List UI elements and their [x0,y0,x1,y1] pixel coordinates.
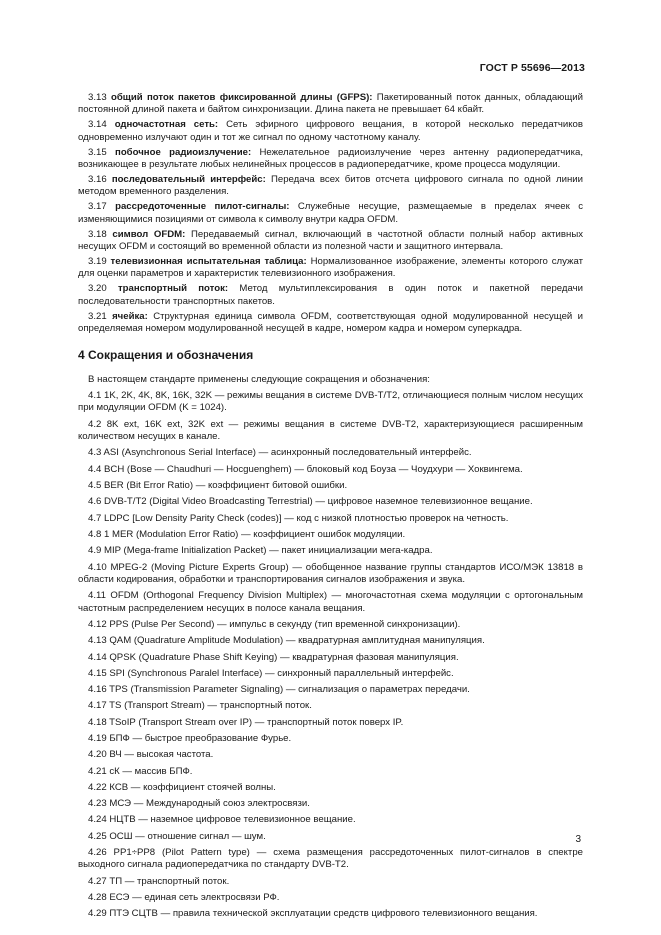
definition-item [78,256,583,281]
abbreviation-item: 4.24 НЦТВ — наземное цифровое телевизионное вещание. [88,814,356,826]
abbreviation-item: 4.29 ПТЭ СЦТВ — правила технической эксплуатации средств цифрового телевизионного вещания. [88,908,538,920]
definition-text: Нормализованное изображение, элементы которого служат для оценки параметров и характеристик телевизионного изображения. [78,255,583,280]
abbreviation-item: 4.13 QAM (Quadrature Amplitude Modulation) — квадратурная амплитудная манипуляция. [88,635,485,647]
abbreviation-item: 4.20 ВЧ — высокая частота. [88,749,214,761]
definition-text: Нежелательное радиоизлучение через антенну радиопередатчика, возникающее в результате любых нелинейных процессов в радиопередатчике, кроме процесса модуляции. [78,146,583,171]
abbreviation-item: 4.15 SPI (Synchronous Paralel Interface) — синхронный параллельный интерфейс. [88,667,454,679]
definition-number: 3.17 [88,201,107,213]
abbreviation-item: 4.14 QPSK (Quadrature Phase Shift Keying) — квадратурная фазовая манипуляция. [88,651,459,663]
document-header: ГОСТ Р 55696—2013 [479,62,585,74]
abbreviation-item: 4.9 MIP (Mega-frame Initialization Packet) — пакет инициализации мега-кадра. [88,545,433,557]
abbreviation-item: 4.6 DVB-T/T2 (Digital Video Broadcasting Terrestrial) — цифровое наземное телевизионное вещание. [88,496,533,508]
abbreviation-item: 4.1 1K, 2K, 4K, 8K, 16K, 32K — режимы вещания в системе DVB-T/T2, отличающиеся полным числом несущих при модуляции OFDM (K = 1024). [78,390,583,414]
definition-text: Передаваемый сигнал, включающий в частотной области полный набор активных несущих OFDM и состоящий во временной области из полезной части и защитного интервала. [78,228,584,252]
definition-number: 3.16 [88,173,107,185]
definition-number: 3.19 [88,255,107,267]
definition-item [78,311,583,336]
abbreviation-item: 4.16 TPS (Transmission Parameter Signaling) — сигнализация о параметрах передачи. [88,684,470,696]
abbreviation-item: 4.28 ЕСЭ — единая сеть электросвязи РФ. [88,892,280,904]
definition-number: 3.15 [88,146,107,158]
abbreviation-item: 4.18 TSoIP (Transport Stream over IP) — транспортный поток поверх IP. [88,716,404,728]
definition-item [78,229,583,254]
definition-number: 3.20 [88,283,107,295]
abbreviation-item: 4.7 LDPC [Low Density Parity Check (codes)] — код с низкой плотностью проверок на четность. [88,512,509,524]
definition-text: Передача всех битов отсчета цифрового сигнала по одной линии методом временного разделения. [78,173,584,198]
definition-item [78,147,583,172]
definition-item [78,201,583,226]
abbreviation-item: 4.5 BER (Bit Error Ratio) — коэффициент битовой ошибки. [88,480,348,492]
definition-term: побочное радиоизлучение: [115,146,252,158]
abbreviation-item: 4.2 8K ext, 16K ext, 32K ext — режимы вещания в системе DVB-T2, характеризующиеся расширенным количеством несущих в канале. [78,418,583,443]
abbreviation-item: 4.11 OFDM (Orthogonal Frequency Division Multiplex) — многочастотная схема модуляции с ортогональным частотным распределением несущих в полосе канала вещания. [78,590,583,614]
section-intro: В настоящем стандарте применены следующие сокращения и обозначения: [88,373,430,385]
abbreviation-item: 4.25 ОСШ — отношение сигнал — шум. [88,830,266,842]
definition-term: телевизионная испытательная таблица: [110,255,307,267]
definition-text: Метод мультиплексирования в один поток и пакетной передачи последовательности транспортных пакетов. [78,283,584,307]
abbreviation-item: 4.22 КСВ — коэффициент стоячей волны. [88,781,276,793]
abbreviation-item: 4.3 ASI (Asynchronous Serial Interface) — асинхронный последовательный интерфейс. [88,447,472,459]
abbreviation-item: 4.21 сК — массив БПФ. [88,765,193,777]
page-number: 3 [575,834,581,845]
abbreviation-item: 4.19 БПФ — быстрое преобразование Фурье. [88,732,292,744]
definition-term: общий поток пакетов фиксированной длины (GFPS): [111,92,373,103]
abbreviation-item: 4.26 PP1÷PP8 (Pilot Pattern type) — схема размещения рассредоточенных пилот-сигналов в спектре выходного сигнала радиопередатчика по стандарту DVB-T2. [78,847,583,871]
definition-number: 3.14 [88,119,107,131]
definition-text: Сеть эфирного цифрового вещания, в которой несколько передатчиков одновременно излучают один и тот же сигнал по одному частотному каналу. [78,119,583,143]
definition-text: Структурная единица символа OFDM, соответствующая одной модулированной несущей и определяемая номером модулированной несущей в кадре, номером кадра и номером суперкадра. [78,310,583,334]
definition-term: одночастотная сеть: [114,119,219,131]
abbreviation-item: 4.10 MPEG-2 (Moving Picture Experts Group) — обобщенное название группы стандартов ИСО/МЭК 13818 в области кодирования, обработки и транспортирования сигналов изображения и звука. [78,561,583,585]
definition-item [78,92,583,117]
abbreviation-item: 4.12 PPS (Pulse Per Second) — импульс в секунду (тип временной синхронизации). [88,618,461,630]
page-body [78,92,583,925]
section-title: 4 Сокращения и обозначения [78,348,254,363]
definition-term: последовательный интерфейс: [111,173,266,185]
definition-term: ячейка: [112,310,148,322]
definition-number: 3.13 [88,92,107,103]
abbreviation-item: 4.23 МСЭ — Международный союз электросвязи. [88,798,310,810]
definition-number: 3.21 [88,310,107,322]
definitions-list [78,92,583,335]
abbreviation-item: 4.17 TS (Transport Stream) — транспортный поток. [88,700,312,712]
definition-item [78,119,583,144]
definition-term: рассредоточенные пилот-сигналы: [115,201,290,213]
definition-text: Пакетированный поток данных, обладающий постоянной длиной пакета и байтом синхронизации. Длина пакета не превышает 64 кбайт. [78,92,583,116]
abbreviation-item: 4.4 BCH (Bose — Chaudhuri — Hocguenghem) — блоковый код Боуза — Чоудхури — Хоквингема. [88,463,523,475]
abbreviation-item: 4.8 1 MER (Modulation Error Ratio) — коэффициент ошибок модуляции. [88,528,406,540]
definition-term: транспортный поток: [117,283,229,295]
definition-item [78,283,583,308]
definition-text: Служебные несущие, размещаемые в пределах ячеек с изменяющимися позициями от символа к символу внутри кадра OFDM. [78,201,583,225]
abbreviations-list [78,390,583,921]
abbreviation-item: 4.27 ТП — транспортный поток. [88,875,230,887]
definition-term: символ OFDM: [112,228,186,240]
definition-item [78,174,583,199]
definition-number: 3.18 [88,228,107,240]
